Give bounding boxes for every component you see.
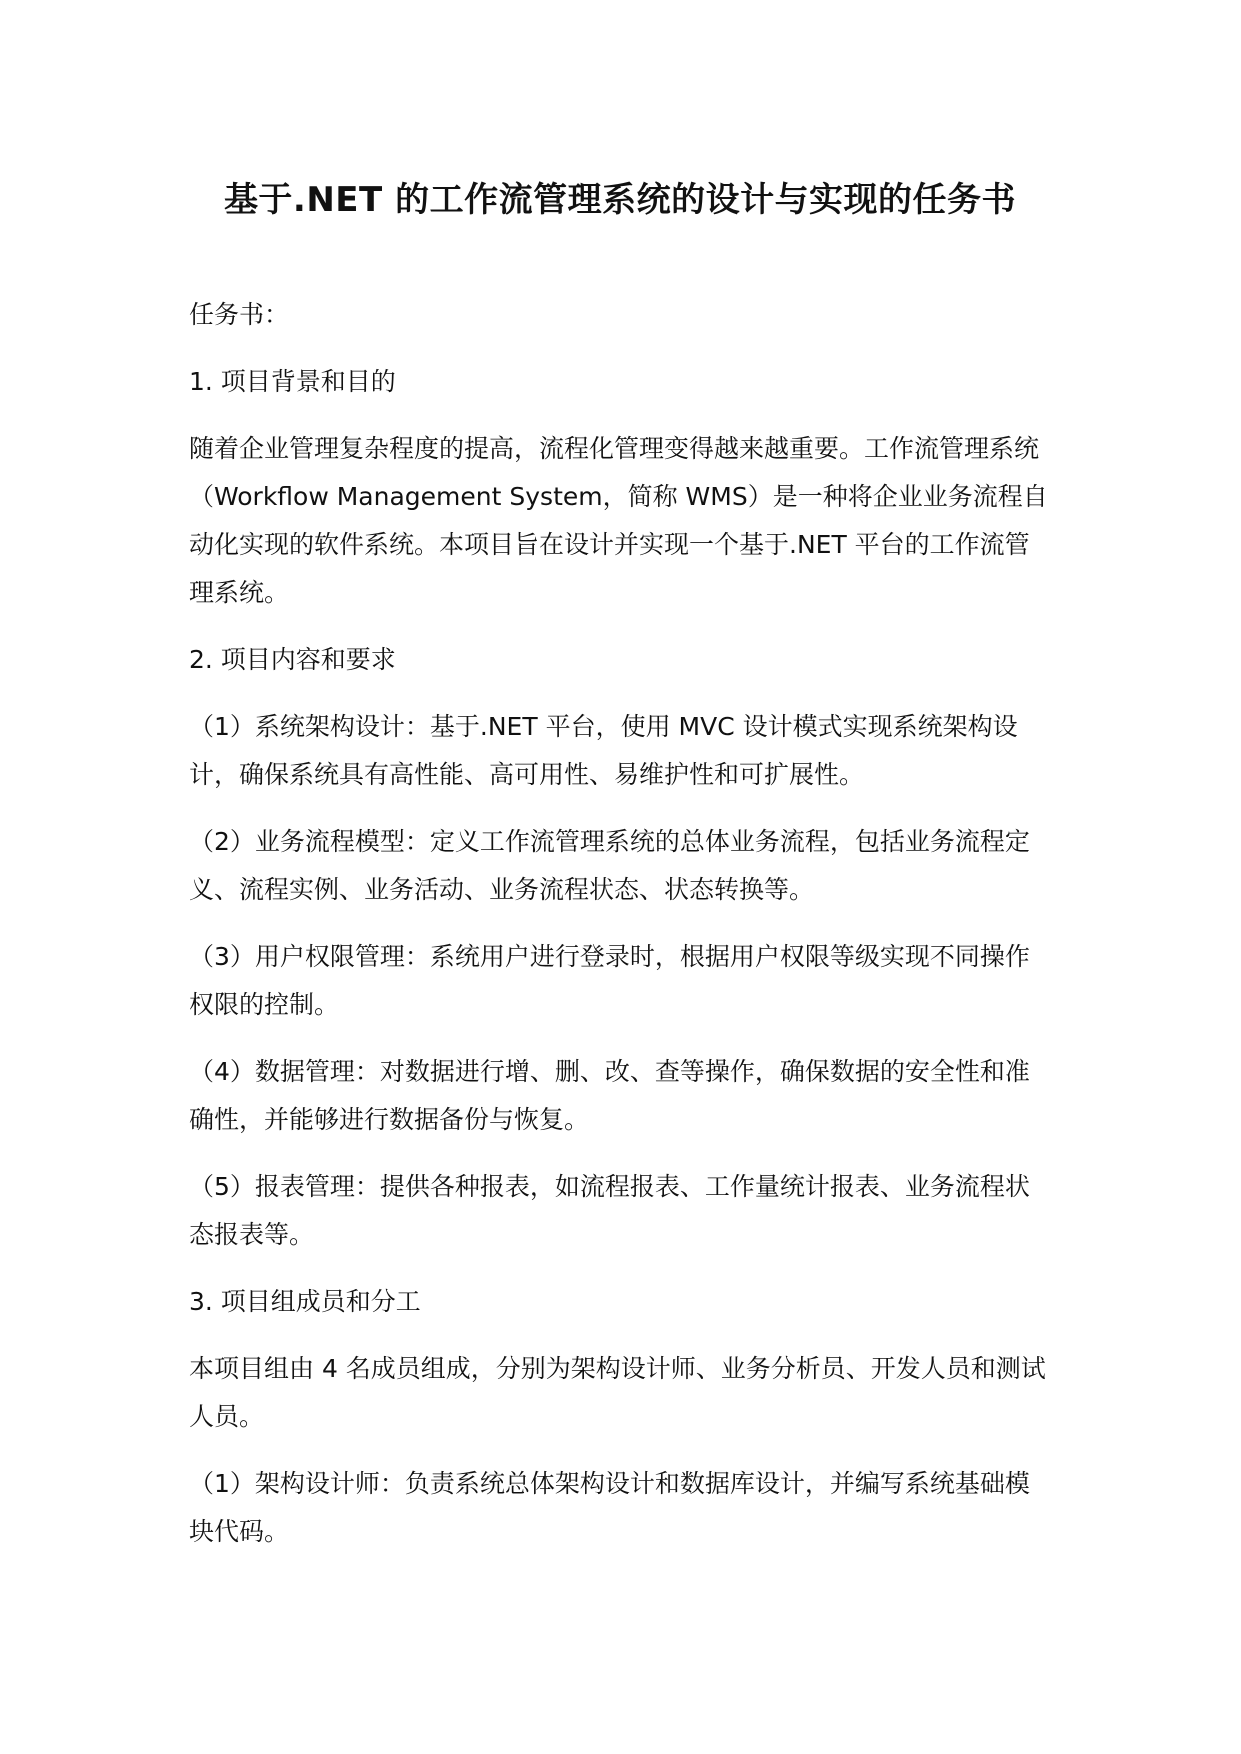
- section-heading-team: 3. 项目组成员和分工: [189, 1287, 421, 1316]
- document-body: [189, 291, 1053, 1575]
- task-book-label: 任务书：: [189, 300, 290, 329]
- section-heading-content: 2. 项目内容和要求: [189, 645, 396, 674]
- document-title: 基于.NET 的工作流管理系统的设计与实现的任务书: [223, 180, 1017, 220]
- section-heading-background: 1. 项目背景和目的: [189, 367, 396, 396]
- requirement-architecture: （1）系统架构设计：基于.NET 平台，使用 MVC 设计模式实现系统架构设计，确保系统具有高性能、高可用性、易维护性和可扩展性。: [189, 712, 1018, 789]
- team-architect: （1）架构设计师：负责系统总体架构设计和数据库设计，并编写系统基础模块代码。: [189, 1469, 1030, 1546]
- background-paragraph: 随着企业管理复杂程度的提高，流程化管理变得越来越重要。工作流管理系统（Workflow Management System，简称 WMS）是一种将企业业务流程自动化实现的软件系统。本项目旨在设计并实现一个基于.NET 平台的工作流管理系统。: [189, 434, 1048, 607]
- requirement-data-management: （4）数据管理：对数据进行增、删、改、查等操作，确保数据的安全性和准确性，并能够进行数据备份与恢复。: [189, 1057, 1030, 1134]
- team-paragraph: 本项目组由 4 名成员组成，分别为架构设计师、业务分析员、开发人员和测试人员。: [189, 1354, 1046, 1431]
- requirement-process-model: （2）业务流程模型：定义工作流管理系统的总体业务流程，包括业务流程定义、流程实例、业务活动、业务流程状态、状态转换等。: [189, 827, 1030, 904]
- requirement-permissions: （3）用户权限管理：系统用户进行登录时，根据用户权限等级实现不同操作权限的控制。: [189, 942, 1030, 1019]
- requirement-reports: （5）报表管理：提供各种报表，如流程报表、工作量统计报表、业务流程状态报表等。: [189, 1172, 1030, 1249]
